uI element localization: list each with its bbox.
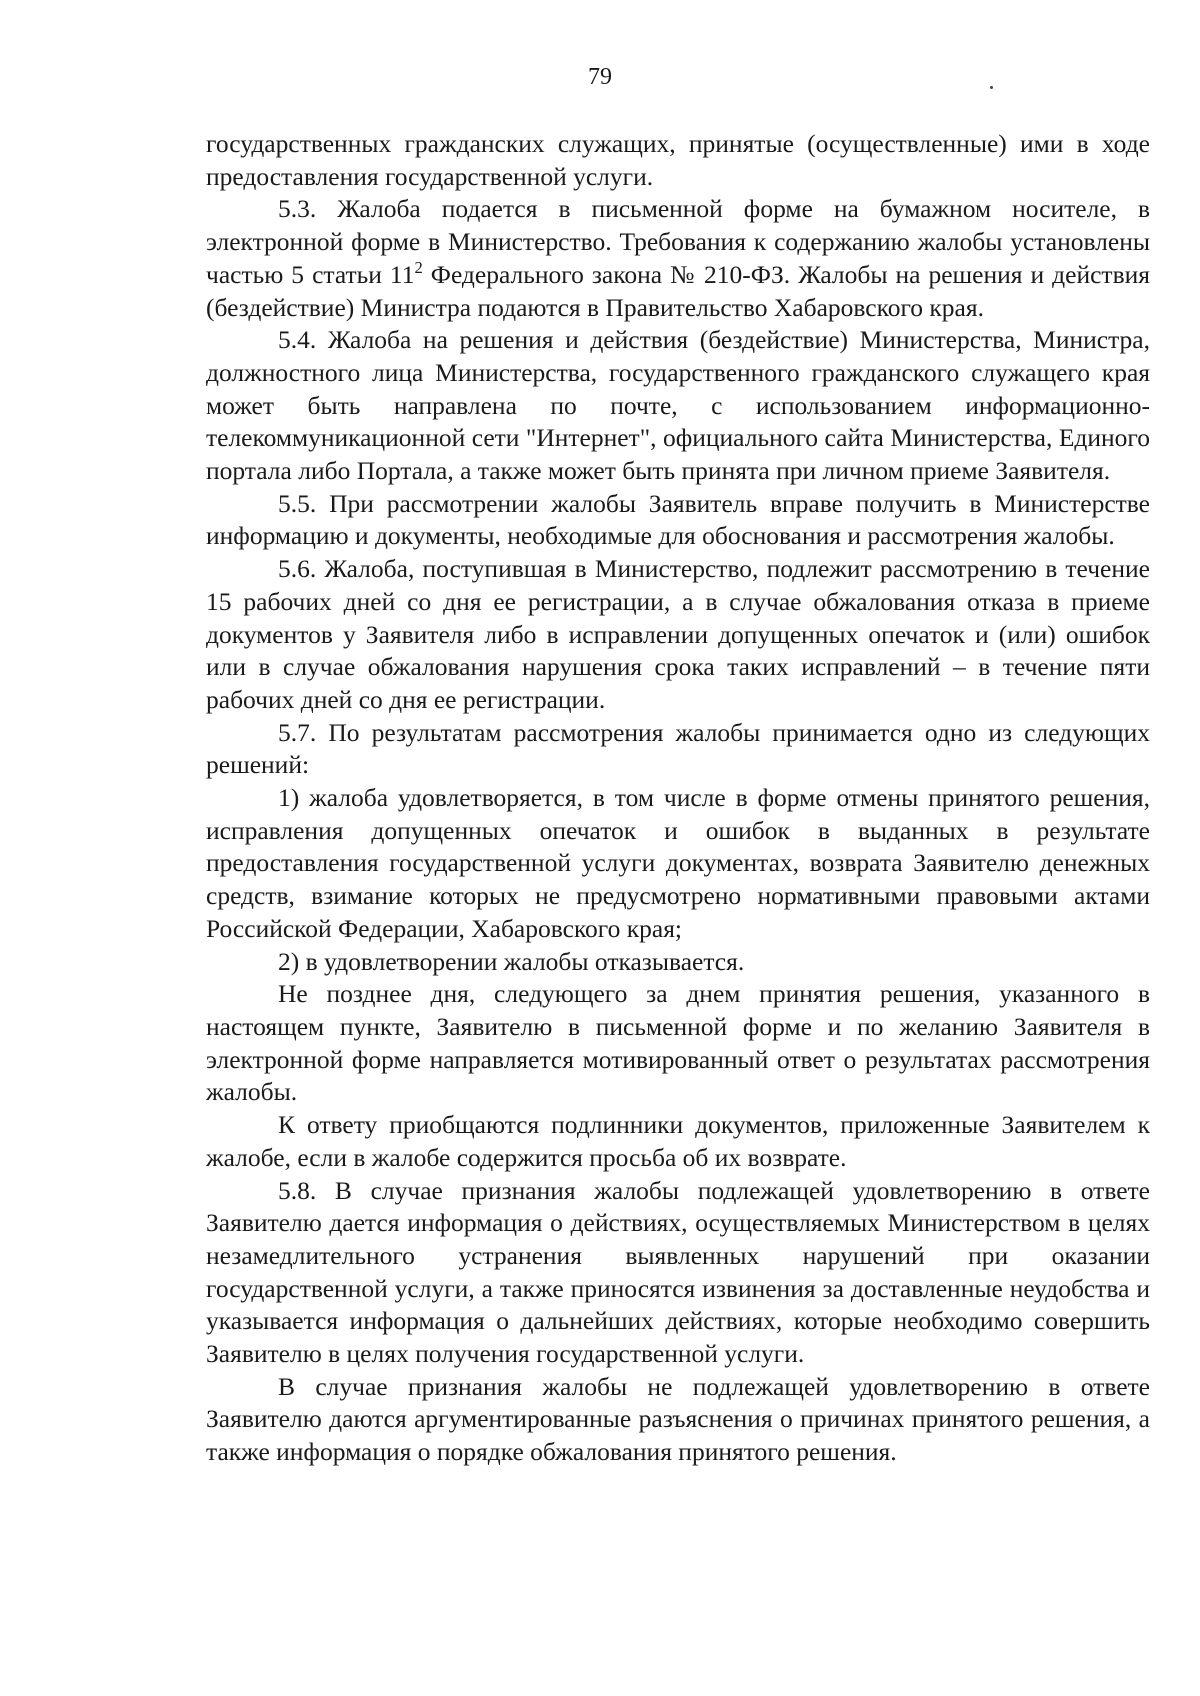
- paragraph-attachments: К ответу приобщаются подлинники документов, приложенные Заявителем к жалобе, если в жалобе содержится просьба об их возврате.: [206, 1110, 1150, 1172]
- document-body: [206, 128, 1150, 1469]
- paragraph-5-3-text: 5.3. Жалоба подается в письменной форме на бумажном носителе, в электронной форме в Министерство. Требования к содержанию жалобы установлены частью 5 статьи 11: [206, 194, 1150, 289]
- paragraph-rejection: В случае признания жалобы не подлежащей удовлетворению в ответе Заявителю даются аргументированные разъяснения о причинах принятого решения, а также информация о порядке обжалования принятого решения.: [206, 1371, 1150, 1467]
- paragraph-continuation: государственных гражданских служащих, принятые (осуществленные) ими в ходе предоставления государственной услуги.: [206, 129, 1150, 191]
- paragraph-5-5: 5.5. При рассмотрении жалобы Заявитель вправе получить в Министерстве информацию и документы, необходимые для обоснования и рассмотрения жалобы.: [206, 488, 1150, 551]
- paragraph-5-6: 5.6. Жалоба, поступившая в Министерство, подлежит рассмотрению в течение 15 рабочих дней со дня ее регистрации, а в случае обжалования отказа в приеме документов у Заявителя либо в исправлении допущенных опечаток и (или) ошибок или в случае обжалования нарушения срока таких исправлений – в течение пяти рабочих дней со дня ее регистрации.: [206, 554, 1150, 714]
- superscript: 2: [414, 257, 423, 277]
- page-number: 79: [588, 64, 612, 90]
- paragraph-response-deadline: Не позднее дня, следующего за днем принятия решения, указанного в настоящем пункте, Заявителю в письменной форме и по желанию Заявителя в электронной форме направляется мотивированный ответ о результатах рассмотрения жалобы.: [206, 979, 1150, 1107]
- paragraph-5-3: [206, 193, 1150, 324]
- list-item-1: 1) жалоба удовлетворяется, в том числе в форме отмены принятого решения, исправления допущенных опечаток и ошибок в выданных в результате предоставления государственной услуги документах, возврата Заявителю денежных средств, взимание которых не предусмотрено нормативными правовыми актами Российской Федерации, Хабаровского края;: [206, 783, 1150, 943]
- paragraph-5-8: 5.8. В случае признания жалобы подлежащей удовлетворению в ответе Заявителю дается информация о действиях, осуществляемых Министерством в целях незамедлительного устранения выявленных нарушений при оказании государственной услуги, а также приносятся извинения за доставленные неудобства и указывается информация о дальнейших действиях, которые необходимо совершить Заявителю в целях получения государственной услуги.: [206, 1175, 1150, 1369]
- scan-speck: [990, 86, 993, 89]
- paragraph-5-7: 5.7. По результатам рассмотрения жалобы принимается одно из следующих решений:: [206, 717, 1150, 780]
- list-item-2: 2) в удовлетворении жалобы отказывается.: [278, 946, 745, 976]
- paragraph-5-4: 5.4. Жалоба на решения и действия (бездействие) Министерства, Министра, должностного лица Министерства, государственного гражданского служащего края может быть направлена по почте, с использованием информационно-телекоммуникационной сети "Интернет", официального сайта Министерства, Единого портала либо Портала, а также может быть принята при личном приеме Заявителя.: [206, 325, 1150, 486]
- paragraph-5-3-text-cont: Федерального закона № 210-ФЗ. Жалобы на решения и действия (бездействие) Министра подаются в Правительство Хабаровского края.: [206, 259, 1150, 322]
